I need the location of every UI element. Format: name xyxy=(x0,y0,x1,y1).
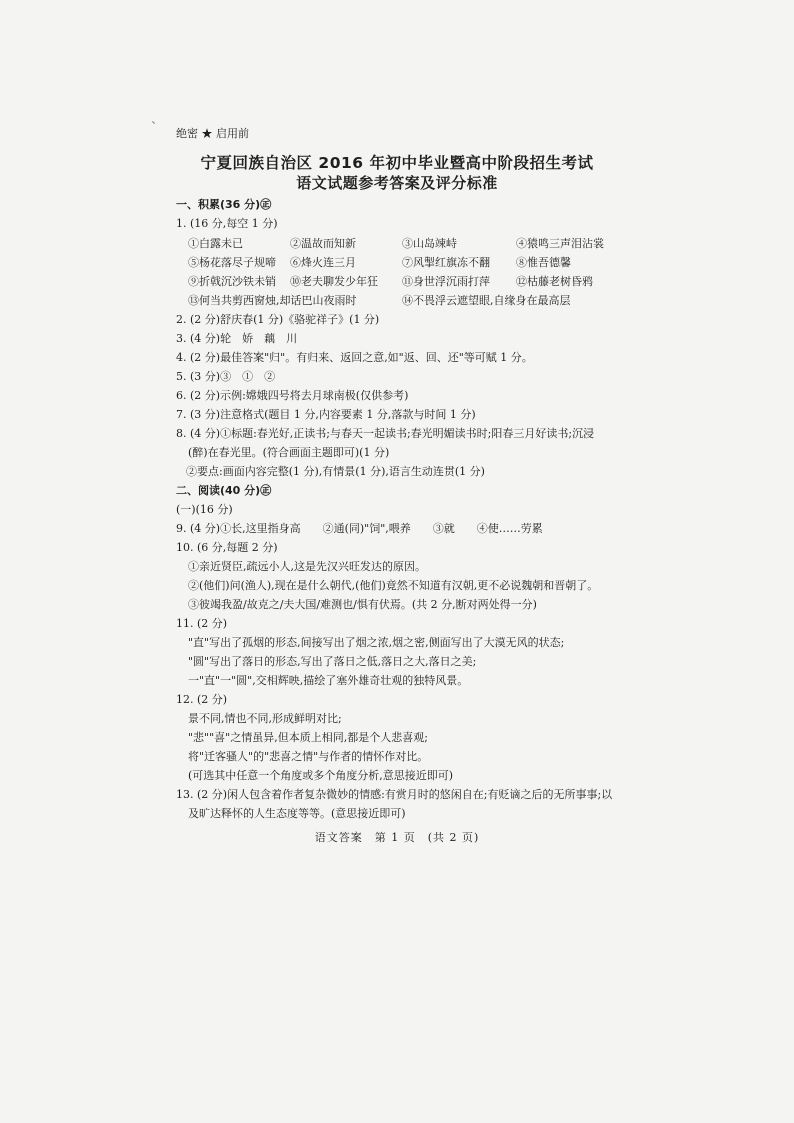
q12-answer-4: (可选其中任意一个角度或多个角度分析,意思接近即可) xyxy=(188,769,454,782)
q12-answer-2: "悲""喜"之情虽异,但本质上相同,都是个人悲喜观; xyxy=(188,731,428,744)
q1-label: 1. (16 分,每空 1 分) xyxy=(176,217,278,230)
q1-item: ⑫枯藤老树昏鸦 xyxy=(516,275,593,288)
q1-item: ⑤杨花落尽子规啼 xyxy=(188,256,276,269)
confidential-label: 绝密 ★ 启用前 xyxy=(176,127,249,140)
section1-heading: 一、积累(36 分)㊣ xyxy=(176,198,272,211)
exam-title: 宁夏回族自治区 2016 年初中毕业暨高中阶段招生考试 xyxy=(200,154,594,172)
q11-answer-3: 一"直"一"圆",交相辉映,描绘了塞外雄奇壮观的独特风景。 xyxy=(188,674,469,687)
q1-item: ⑨折戟沉沙铁未销 xyxy=(188,275,276,288)
q1-item: ③山岛竦峙 xyxy=(402,237,457,250)
q5-answer: 5. (3 分)③ ① ② xyxy=(176,370,276,383)
q3-answer: 3. (4 分)轮 娇 藕 川 xyxy=(176,332,298,345)
scan-mark xyxy=(152,121,155,124)
q8-answer-line1: 8. (4 分)①标题:春光好,正读书;与春天一起读书;春光明媚读书时;阳春三月好读书;沉浸 xyxy=(176,427,595,440)
q9-answer: 9. (4 分)①长,这里指身高 ②通(同)"饲",喂养 ③就 ④使……劳累 xyxy=(176,522,543,535)
exam-subtitle: 语文试题参考答案及评分标准 xyxy=(296,174,498,192)
part1-label: (一)(16 分) xyxy=(176,503,233,516)
q7-answer: 7. (3 分)注意格式(题目 1 分,内容要素 1 分,落款与时间 1 分) xyxy=(176,408,476,421)
q4-answer: 4. (2 分)最佳答案"归"。有归来、返回之意,如"返、回、还"等可赋 1 分。 xyxy=(176,351,533,364)
q1-item: ⑧惟吾德馨 xyxy=(516,256,571,269)
q12-answer-3: 将"迁客骚人"的"悲喜之情"与作者的情怀作对比。 xyxy=(188,750,429,763)
q1-item: ⑭不畏浮云遮望眼,自缘身在最高层 xyxy=(402,294,571,307)
q10-answer-3: ③彼竭我盈/故克之/夫大国/难测也/惧有伏焉。(共 2 分,断对两处得一分) xyxy=(188,598,537,611)
q1-item: ⑦风掣红旗冻不翻 xyxy=(402,256,490,269)
q1-item: ⑥烽火连三月 xyxy=(290,256,356,269)
q8-answer-line3: ②要点:画面内容完整(1 分),有情景(1 分),语言生动连贯(1 分) xyxy=(186,465,485,478)
q13-answer-line1: 13. (2 分)闲人包含着作者复杂微妙的情感:有赏月时的悠闲自在;有贬谪之后的无所事事;以 xyxy=(176,788,613,801)
q1-item: ⑩老夫聊发少年狂 xyxy=(290,275,378,288)
q1-item: ⑪身世浮沉雨打萍 xyxy=(402,275,490,288)
q10-label: 10. (6 分,每题 2 分) xyxy=(176,541,278,554)
q13-answer-line2: 及旷达释怀的人生态度等等。(意思接近即可) xyxy=(188,807,406,820)
q12-label: 12. (2 分) xyxy=(176,693,228,706)
q10-answer-2: ②(他们)问(渔人),现在是什么朝代,(他们)竟然不知道有汉朝,更不必说魏朝和晋朝了。 xyxy=(188,579,599,592)
page-footer: 语文答案 第 1 页 (共 2 页) xyxy=(314,831,480,844)
q8-answer-line2: (醉)在春光里。(符合画面主题即可)(1 分) xyxy=(188,446,390,459)
q1-item: ④猿鸣三声泪沾裳 xyxy=(516,237,604,250)
q10-answer-1: ①亲近贤臣,疏远小人,这是先汉兴旺发达的原因。 xyxy=(188,560,426,573)
q11-label: 11. (2 分) xyxy=(176,617,228,630)
q11-answer-2: "圆"写出了落日的形态,写出了落日之低,落日之大,落日之美; xyxy=(188,655,477,668)
q12-answer-1: 景不同,情也不同,形成鲜明对比; xyxy=(188,712,342,725)
q2-answer: 2. (2 分)舒庆春(1 分)《骆驼祥子》(1 分) xyxy=(176,313,380,326)
q1-item: ⑬何当共剪西窗烛,却话巴山夜雨时 xyxy=(188,294,357,307)
section2-heading: 二、阅读(40 分)㊣ xyxy=(176,484,272,497)
q1-item: ①白露未已 xyxy=(188,237,243,250)
q11-answer-1: "直"写出了孤烟的形态,间接写出了烟之浓,烟之密,侧面写出了大漠无风的状态; xyxy=(188,636,565,649)
q1-item: ②温故而知新 xyxy=(290,237,356,250)
q6-answer: 6. (2 分)示例:嫦娥四号将去月球南极(仅供参考) xyxy=(176,389,409,402)
